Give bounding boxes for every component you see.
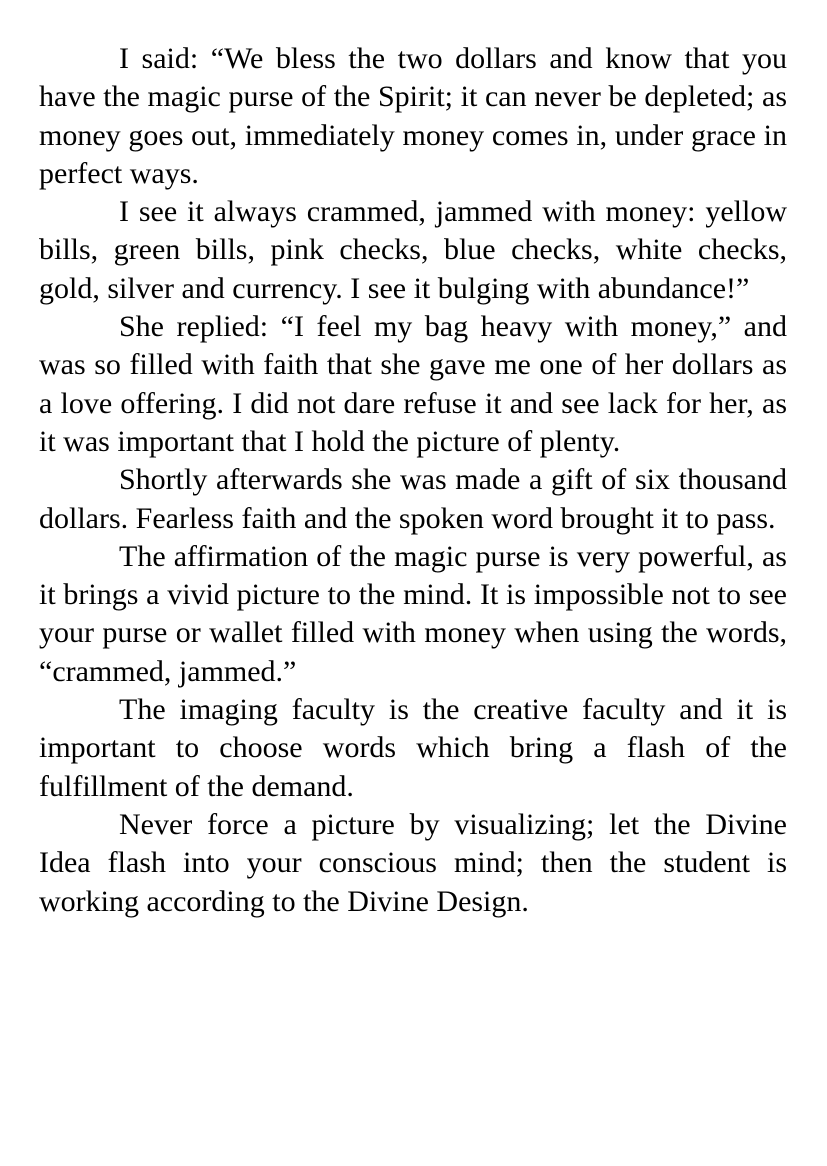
- paragraph-7: Never force a picture by visualizing; let the Divine Idea flash into your conscious mind; then the student is working according to the Divine Design.: [39, 807, 787, 918]
- paragraph-5: The affirmation of the magic purse is very powerful, as it brings a vivid picture to the mind. It is impossible not to see your purse or wallet filled with money when using the words, “crammed, jammed.”: [39, 539, 787, 688]
- document-page: [39, 40, 787, 921]
- paragraph-2: I see it always crammed, jammed with money: yellow bills, green bills, pink checks, blue checks, white checks, gold, silver and currency. I see it bulging with abundance!”: [39, 195, 787, 305]
- paragraph-4: Shortly afterwards she was made a gift of six thousand dollars. Fearless faith and the spoken word brought it to pass.: [39, 463, 787, 535]
- paragraph-1: I said: “We bless the two dollars and know that you have the magic purse of the Spirit; it can never be depleted; as money goes out, immediately money comes in, under grace in perfect ways.: [39, 42, 787, 190]
- paragraph-3: She replied: “I feel my bag heavy with money,” and was so filled with faith that she gave me one of her dollars as a love offering. I did not dare refuse it and see lack for her, as it was important that I hold the picture of plenty.: [39, 310, 787, 458]
- paragraph-6: The imaging faculty is the creative faculty and it is important to choose words which bring a flash of the fulfillment of the demand.: [39, 693, 787, 803]
